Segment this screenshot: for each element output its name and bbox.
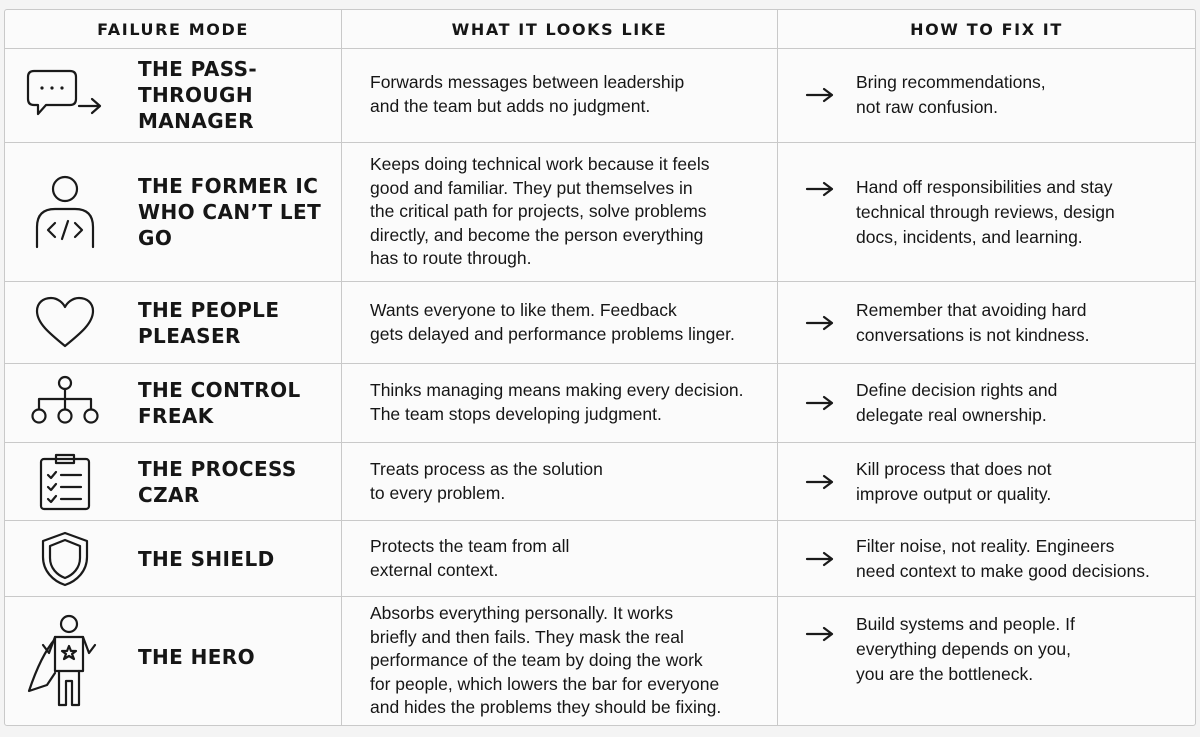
text-line: WHO CAN’T LET GO [138,200,322,250]
fix-text [856,597,1191,701]
failure-mode-name [138,443,338,520]
text-line: THE FORMER IC [138,174,319,198]
text-line: THE PASS-THROUGH [138,57,258,107]
text-line: for people, which lowers the bar for everyone [370,673,720,694]
heart-icon [19,282,111,363]
superhero-icon [19,597,111,725]
text-line: and the team but adds no judgment. [370,96,651,116]
text-line: conversations is not kindness. [856,324,1090,345]
text-line: external context. [370,559,499,580]
failure-description [370,521,770,596]
failure-modes-table [4,9,1196,726]
arrow-right-icon [805,521,839,596]
fix-text [856,282,1191,363]
header-failure-mode: FAILURE MODE [97,20,249,39]
failure-description [370,282,770,363]
speech-bubble-arrow-icon [19,48,111,142]
failure-mode-name [138,282,338,363]
text-line: Treats process as the solution [370,458,603,479]
failure-mode-name [138,143,338,281]
text-line: Bring recommendations, [856,72,1046,92]
text-line: Thinks managing means making every decision. [370,380,744,401]
text-line: Kill process that does not [856,458,1052,479]
text-line: Absorbs everything personally. It works [370,603,674,624]
failure-mode-name [138,48,338,142]
text-line: Keeps doing technical work because it feels [370,154,710,175]
text-line: Hand off responsibilities and stay [856,176,1113,197]
text-line: and hides the problems they should be fixing. [370,697,722,718]
fix-text [856,521,1191,596]
text-line: has to route through. [370,248,532,269]
text-line: Remember that avoiding hard [856,299,1087,320]
text-line: to every problem. [370,482,506,503]
text-line: performance of the team by doing the work [370,650,703,671]
table-row [5,48,1195,143]
text-line: everything depends on you, [856,638,1072,659]
text-line: THE CONTROL [138,378,301,402]
arrow-right-icon [805,443,839,520]
text-line: THE PEOPLE [138,297,280,322]
table-header [5,10,1195,49]
text-line: THE PROCESS [138,456,297,481]
text-line: THE SHIELD [138,546,275,571]
text-line: Forwards messages between leadership [370,72,685,93]
text-line: the critical path for projects, solve problems [370,201,707,222]
text-line: FREAK [138,404,214,428]
failure-mode-name [138,521,338,596]
text-line: technical through reviews, design [856,201,1115,222]
text-line: CZAR [138,482,200,507]
fix-text [856,48,1191,142]
failure-description [370,364,770,442]
failure-description [370,48,770,142]
arrow-right-icon [805,597,839,671]
table-row [5,521,1195,597]
failure-mode-name [138,597,338,717]
text-line: THE HERO [138,645,256,669]
text-line: briefly and then fails. They mask the real [370,626,684,647]
text-line: you are the bottleneck. [856,663,1034,684]
org-chart-icon [19,364,111,442]
failure-mode-name [138,364,338,442]
fix-text [856,364,1191,442]
table-row [5,597,1195,725]
header-how-to-fix-it: HOW TO FIX IT [910,20,1063,39]
table-row [5,364,1195,443]
text-line: Build systems and people. If [856,613,1075,634]
text-line: The team stops developing judgment. [370,404,662,424]
text-line: delegate real ownership. [856,405,1047,425]
text-line: Define decision rights and [856,380,1058,400]
table-row [5,282,1195,364]
text-line: gets delayed and performance problems linger. [370,323,735,344]
text-line: MANAGER [138,109,254,133]
text-line: improve output or quality. [856,483,1052,504]
arrow-right-icon [805,364,839,442]
fix-text [856,443,1191,520]
text-line: Wants everyone to like them. Feedback [370,299,677,320]
failure-description [370,143,770,281]
shield-icon [19,521,111,596]
text-line: directly, and become the person everything [370,224,704,245]
arrow-right-icon [805,48,839,142]
person-code-icon [19,143,111,281]
fix-text [856,143,1191,281]
table-row [5,143,1195,282]
table-row [5,443,1195,521]
header-what-it-looks-like: WHAT IT LOOKS LIKE [451,20,668,39]
text-line: good and familiar. They put themselves in [370,177,693,198]
failure-description [370,597,770,725]
text-line: Filter noise, not reality. Engineers [856,535,1115,556]
text-line: need context to make good decisions. [856,560,1150,581]
arrow-right-icon [805,282,839,363]
clipboard-checklist-icon [19,443,111,520]
text-line: Protects the team from all [370,535,570,556]
failure-description [370,443,770,520]
text-line: docs, incidents, and learning. [856,226,1083,247]
text-line: not raw confusion. [856,97,999,117]
text-line: PLEASER [138,323,241,348]
arrow-right-icon [805,143,839,235]
